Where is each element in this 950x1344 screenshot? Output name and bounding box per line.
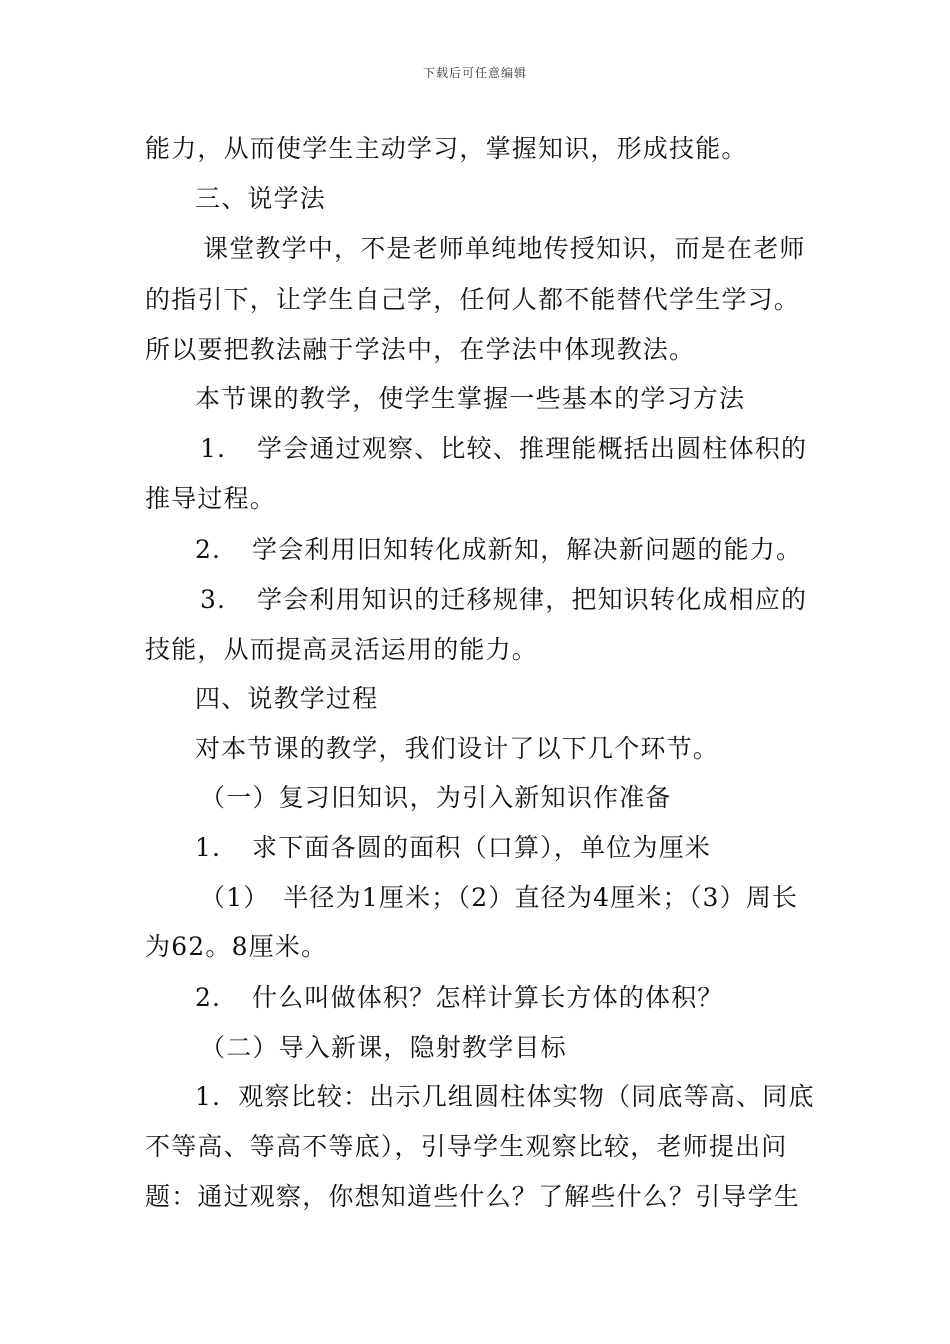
page-header: 下载后可任意编辑 — [422, 66, 527, 80]
list-item: （1） 半径为1厘米；（2）直径为4厘米；（3）周长 — [200, 883, 799, 912]
list-item: 1．观察比较：出示几组圆柱体实物（同底等高、同底 — [195, 1082, 815, 1111]
text-line: 题：通过观察，你想知道些什么？了解些什么？引导学生 — [145, 1182, 801, 1211]
section-heading: 三、说学法 — [195, 184, 327, 213]
subsection-heading: （二）导入新课，隐射教学目标 — [200, 1033, 567, 1062]
text-line: 所以要把教法融于学法中，在学法中体现教法。 — [145, 335, 696, 364]
text-line: 不等高、等高不等底），引导学生观察比较，老师提出问 — [145, 1132, 788, 1161]
text-line: 本节课的教学，使学生掌握一些基本的学习方法 — [195, 384, 746, 413]
list-item: 1． 求下面各圆的面积（口算），单位为厘米 — [195, 833, 712, 862]
list-item: 1． 学会通过观察、比较、推理能概括出圆柱体积的 — [200, 434, 808, 463]
text-line: 推导过程。 — [145, 484, 277, 513]
text-line: 能力，从而使学生主动学习，掌握知识，形成技能。 — [145, 134, 748, 163]
section-heading: 四、说教学过程 — [195, 684, 379, 713]
text-line: 对本节课的教学，我们设计了以下几个环节。 — [195, 734, 720, 763]
list-item: 3． 学会利用知识的迁移规律，把知识转化成相应的 — [200, 585, 808, 614]
text-line: 技能，从而提高灵活运用的能力。 — [145, 635, 539, 664]
list-item: 2． 学会利用旧知转化成新知，解决新问题的能力。 — [195, 535, 803, 564]
text-line: 为62。8厘米。 — [145, 932, 328, 961]
text-line: 的指引下，让学生自己学，任何人都不能替代学生学习。 — [145, 285, 801, 314]
text-line: 课堂教学中，不是老师单纯地传授知识，而是在老师 — [203, 234, 806, 263]
list-item: 2． 什么叫做体积？怎样计算长方体的体积？ — [195, 983, 724, 1012]
subsection-heading: （一）复习旧知识，为引入新知识作准备 — [200, 783, 672, 812]
